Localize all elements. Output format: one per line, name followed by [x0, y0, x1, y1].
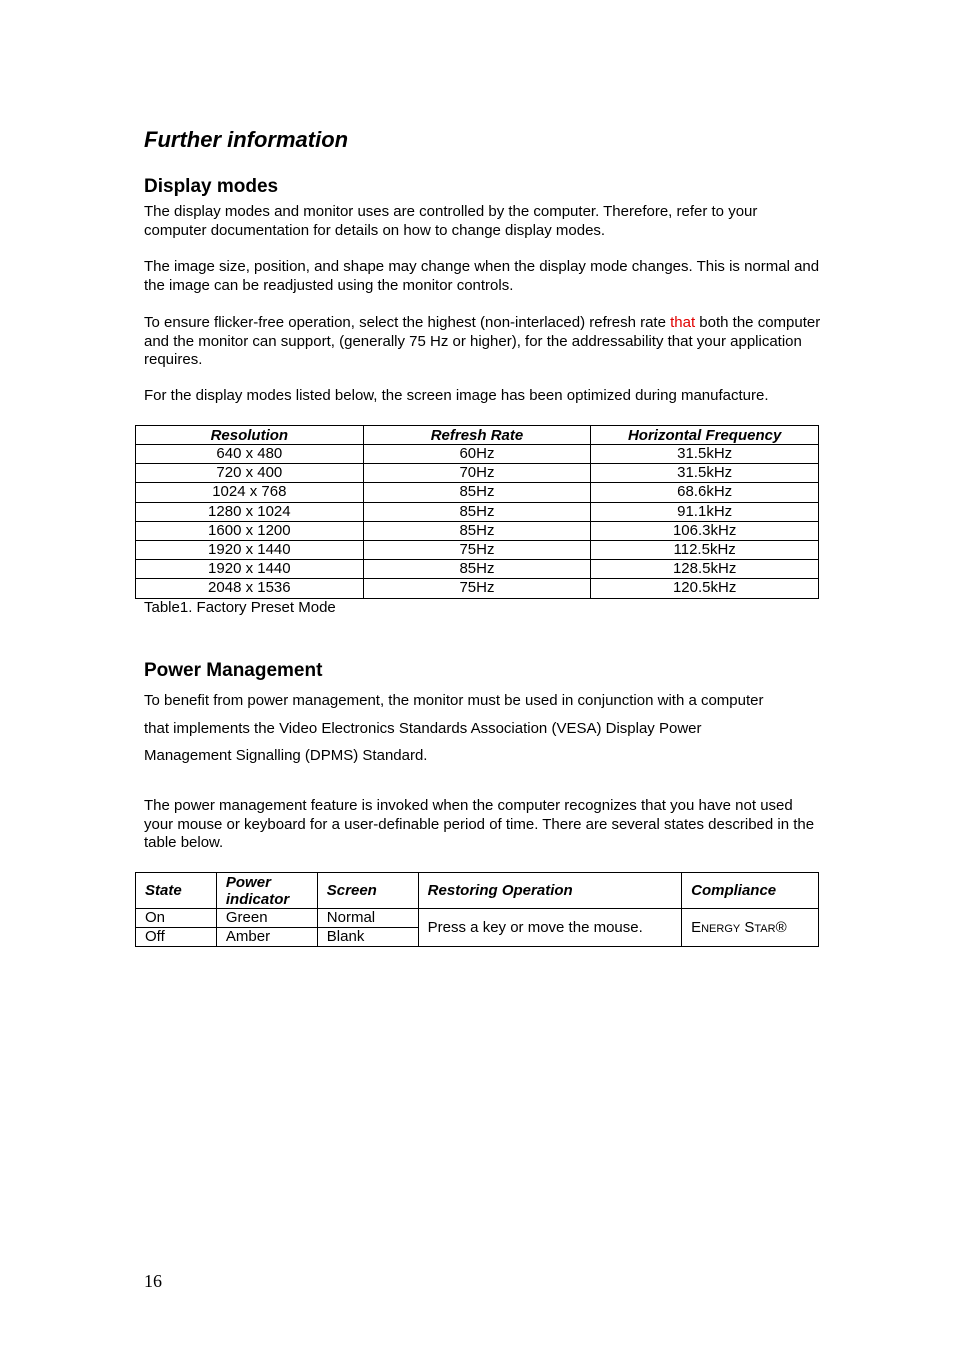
refresh-cell: 70Hz — [363, 464, 591, 483]
resolution-cell: 1024 x 768 — [136, 483, 364, 502]
table-row — [136, 445, 819, 464]
table-row — [136, 540, 819, 559]
para-3-highlight: that — [670, 314, 696, 331]
frequency-cell: 31.5kHz — [591, 445, 819, 464]
resolution-cell: 720 x 400 — [136, 464, 364, 483]
table-row — [136, 560, 819, 579]
display-modes-para-4: For the display modes listed below, the screen image has been optimized during manufacture. — [144, 387, 769, 404]
table-row — [136, 909, 819, 928]
para-line: To benefit from power management, the monitor must be used in conjunction with a computer — [144, 692, 764, 709]
para-3-text-b: both the computer and the monitor can support, (generally 75 Hz or higher), for the addressability that your application requires. — [144, 314, 821, 368]
resolution-cell: 1600 x 1200 — [136, 521, 364, 540]
resolution-cell: 1920 x 1440 — [136, 540, 364, 559]
refresh-cell: 75Hz — [363, 540, 591, 559]
screen-cell: Normal — [317, 909, 418, 928]
header-power-indicator: Power indicator — [216, 873, 317, 909]
power-states-table — [135, 872, 819, 947]
state-cell: Off — [136, 928, 217, 947]
table-row — [136, 502, 819, 521]
table-row — [136, 464, 819, 483]
display-modes-para-3 — [144, 314, 824, 370]
frequency-cell: 31.5kHz — [591, 464, 819, 483]
frequency-cell: 106.3kHz — [591, 521, 819, 540]
header-compliance: Compliance — [682, 873, 819, 909]
table-row — [136, 579, 819, 598]
screen-cell: Blank — [317, 928, 418, 947]
refresh-cell: 85Hz — [363, 502, 591, 521]
table-header-row — [136, 426, 819, 445]
factory-preset-table — [135, 425, 819, 599]
indicator-cell: Amber — [216, 928, 317, 947]
frequency-cell: 68.6kHz — [591, 483, 819, 502]
header-resolution: Resolution — [136, 426, 364, 445]
refresh-cell: 75Hz — [363, 579, 591, 598]
table-caption: Table1. Factory Preset Mode — [144, 599, 336, 616]
power-management-para-1 — [144, 687, 844, 770]
frequency-cell: 91.1kHz — [591, 502, 819, 521]
refresh-cell: 60Hz — [363, 445, 591, 464]
restoring-operation-cell: Press a key or move the mouse. — [418, 909, 681, 947]
refresh-cell: 85Hz — [363, 560, 591, 579]
resolution-cell: 2048 x 1536 — [136, 579, 364, 598]
header-restoring-operation: Restoring Operation — [418, 873, 681, 909]
state-cell: On — [136, 909, 217, 928]
refresh-cell: 85Hz — [363, 521, 591, 540]
frequency-cell: 120.5kHz — [591, 579, 819, 598]
refresh-cell: 85Hz — [363, 483, 591, 502]
para-line: Management Signalling (DPMS) Standard. — [144, 747, 428, 764]
display-modes-para-2: The image size, position, and shape may change when the display mode changes. This is normal and the image can be readjusted using the monitor controls. — [144, 258, 820, 294]
compliance-cell: Energy Star® — [682, 909, 819, 947]
header-state: State — [136, 873, 217, 909]
resolution-cell: 1920 x 1440 — [136, 560, 364, 579]
display-modes-para-1: The display modes and monitor uses are controlled by the computer. Therefore, refer to your computer documentation for details on how to change display modes. — [144, 203, 758, 239]
frequency-cell: 112.5kHz — [591, 540, 819, 559]
indicator-cell: Green — [216, 909, 317, 928]
page-title: Further information — [144, 127, 349, 152]
resolution-cell: 640 x 480 — [136, 445, 364, 464]
para-line: that implements the Video Electronics Standards Association (VESA) Display Power — [144, 719, 702, 737]
table-header-row — [136, 873, 819, 909]
para-3-text-a: To ensure flicker-free operation, select the highest (non-interlaced) refresh rate — [144, 314, 671, 331]
power-management-para-2: The power management feature is invoked when the computer recognizes that you have not used your mouse or keyboard for a user-definable period of time. There are several states described in the table below. — [144, 797, 815, 851]
table-row — [136, 483, 819, 502]
header-refresh-rate: Refresh Rate — [363, 426, 591, 445]
table-row — [136, 521, 819, 540]
header-horizontal-frequency: Horizontal Frequency — [591, 426, 819, 445]
page-number: 16 — [144, 1271, 162, 1291]
power-management-heading: Power Management — [144, 660, 323, 681]
frequency-cell: 128.5kHz — [591, 560, 819, 579]
resolution-cell: 1280 x 1024 — [136, 502, 364, 521]
header-screen: Screen — [317, 873, 418, 909]
display-modes-heading: Display modes — [144, 176, 279, 197]
